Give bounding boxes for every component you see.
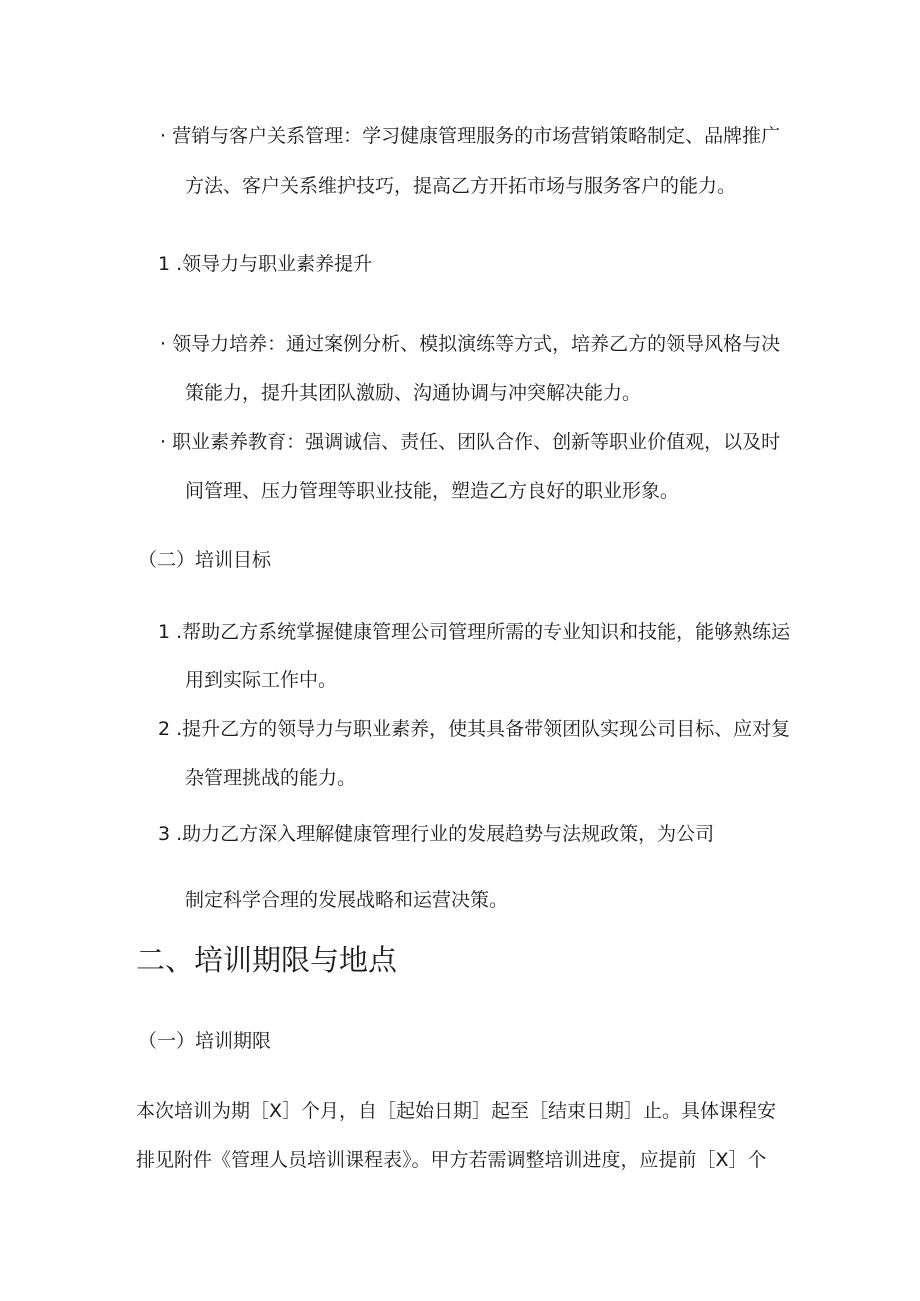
goal-1-line-1: 1 .帮助乙方系统掌握健康管理公司管理所需的专业知识和技能，能够熟练运: [158, 621, 791, 643]
subsection-training-goals-heading: （二）培训目标: [138, 549, 272, 571]
training-period-paragraph-line-2: 排见附件《管理人员培训课程表》。甲方若需调整培训进度，应提前［X］个: [136, 1149, 767, 1171]
bullet-marketing-line-2: 方法、客户关系维护技巧，提高乙方开拓市场与服务客户的能力。: [185, 175, 737, 197]
goal-3-line-2: 制定科学合理的发展战略和运营决策。: [185, 889, 509, 911]
training-period-paragraph-line-1: 本次培训为期［X］个月，自［起始日期］起至［结束日期］止。具体课程安: [136, 1100, 777, 1122]
goal-2-line-2: 杂管理挑战的能力。: [185, 767, 357, 789]
subsection-leadership-heading: 1 .领导力与职业素养提升: [158, 253, 373, 275]
bullet-leadership-line-1: · 领导力培养：通过案例分析、模拟演练等方式，培养乙方的领导风格与决: [160, 333, 781, 355]
goal-2-line-1: 2 .提升乙方的领导力与职业素养，使其具备带领团队实现公司目标、应对复: [158, 718, 791, 740]
bullet-marketing-line-1: · 营销与客户关系管理：学习健康管理服务的市场营销策略制定、品牌推广: [160, 125, 781, 147]
section-2-heading: 二、培训期限与地点: [136, 943, 398, 977]
bullet-leadership-line-2: 策能力，提升其团队激励、沟通协调与冲突解决能力。: [185, 382, 642, 404]
bullet-professionalism-line-1: · 职业素养教育：强调诚信、责任、团队合作、创新等职业价值观，以及时: [160, 431, 781, 453]
subsection-training-period-heading: （一）培训期限: [138, 1030, 272, 1052]
goal-3-line-1: 3 .助力乙方深入理解健康管理行业的发展趋势与法规政策，为公司: [158, 823, 715, 845]
goal-1-line-2: 用到实际工作中。: [185, 669, 338, 691]
bullet-professionalism-line-2: 间管理、压力管理等职业技能，塑造乙方良好的职业形象。: [185, 480, 680, 502]
